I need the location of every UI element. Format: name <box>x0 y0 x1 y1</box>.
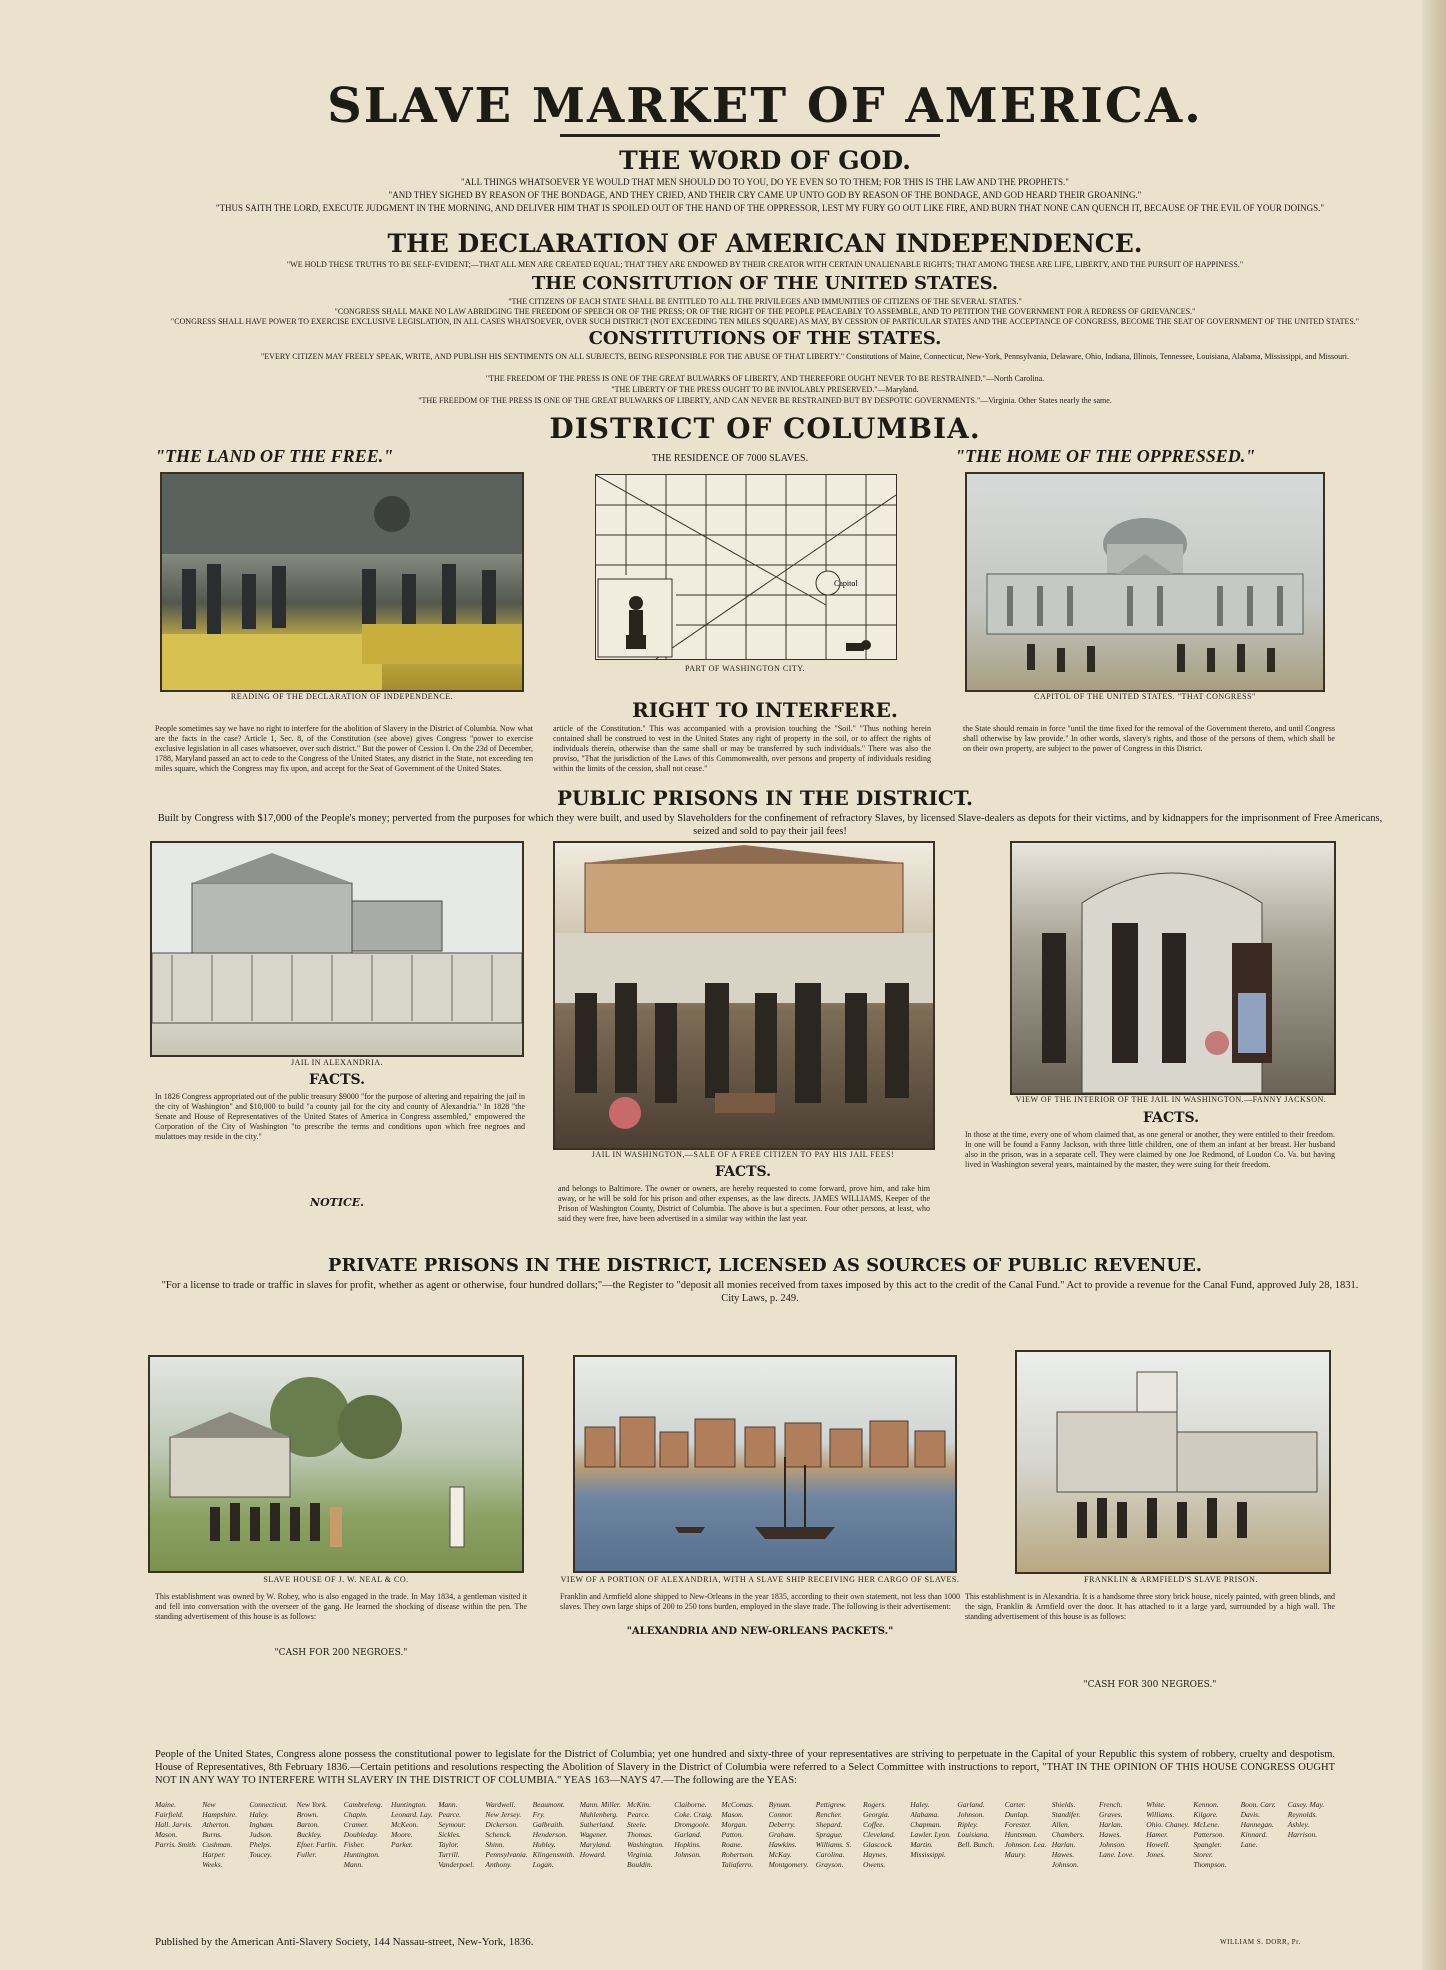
private-prisons-heading: PRIVATE PRISONS IN THE DISTRICT, LICENSED AS SOURCES OF PUBLIC REVENUE. <box>327 1255 1203 1276</box>
yeas-column: Mann. Miller. Muhlenberg. Sutherland. Wagener. Maryland. Howard. <box>579 1800 621 1859</box>
caption-alexandria-jail: JAIL IN ALEXANDRIA. <box>290 1058 384 1067</box>
home-of-the-oppressed: "THE HOME OF THE OPPRESSED." <box>955 446 1256 466</box>
footer-paragraph: People of the United States, Congress alone possess the constitutional power to legislate for the District of Columbia; yet one hundred and sixty-three of your representatives are striving to perpetuate in the Capital of your Republic this system of robbery, cruelty and despotism. House of Representatives, 8th February 1836.—Certain petitions and resolutions respecting the Abolition of Slavery in the District of Columbia were referred to a Select Committee with instructions to report, "THAT IN THE OPINION OF THIS HOUSE CONGRESS OUGHT NOT IN ANY WAY TO INTERFERE WITH SLAVERY IN THE DISTRICT OF COLUMBIA." YEAS 163—NAYS 47.—The following are the YEAS: <box>155 1749 1335 1786</box>
yeas-column: Mann. Pearce. Seymour. Sickles. Taylor. Turrill. Vanderpoel. <box>438 1800 475 1869</box>
public-prisons-col-3: In those at the time, every one of whom claimed that, as one general or another, they were entitled to their freedom. In one will be found a Fanny Jackson, with three little children, one of them an infant at her breast. Her husband also in the prison, was in a separate cell. They were claimed by one Joe Redmond, of Loudon Co. Va. but having lived in Washington several years, maintained by the master, they were suing for their freedom. <box>965 1130 1335 1169</box>
declaration-scene-svg <box>162 474 522 690</box>
facts-heading-left: FACTS. <box>308 1072 366 1088</box>
cash-for-300-negroes: "CASH FOR 300 NEGROES." <box>1083 1680 1217 1690</box>
caption-washington-city: PART OF WASHINGTON CITY. <box>685 664 805 673</box>
yeas-column: Pettigrew. Rencher. Shepard. Sprague. Williams. S. Carolina. Grayson. <box>815 1800 852 1869</box>
yeas-column: Haley. Alabama. Chapman. Lawler. Lyon. Martin. Mississippi. <box>910 1800 952 1859</box>
public-prisons-col-1: In 1826 Congress appropriated out of the public treasury $9000 "for the purpose of altering and repairing the jail in the city of Washington" and $10,000 to build "a county jail for the city and county of Alexandria." In 1828 "the Senate and House of Representatives of the United States of America in Congress assembled," empowered the Corporation of the City of Washington "to prescribe the terms and conditions upon which free negroes and mulattoes may reside in the city." <box>155 1092 525 1141</box>
private-prisons-subline: "For a license to trade or traffic in slaves for profit, whether as agent or otherwise, four hundred dollars;"—the Register to "deposit all monies received from taxes imposed by this act to the credit of the Canal Fund." Act to provide a revenue for the Canal Fund, approved July 28, 1831. City Laws, p. 249. <box>161 1280 1359 1304</box>
jail-interior-engraving <box>1010 841 1336 1095</box>
yeas-column: Carter. Dunlap. Forester. Huntsman. Johnson. Lea. Maury. <box>1004 1800 1047 1859</box>
caption-franklin-armfield: FRANKLIN & ARMFIELD'S SLAVE PRISON. <box>1084 1575 1258 1584</box>
caption-neal-slave-house: SLAVE HOUSE OF J. W. NEAL & CO. <box>263 1575 409 1584</box>
caption-capitol: CAPITOL OF THE UNITED STATES. "THAT CONGRESS" <box>1034 692 1256 701</box>
capitol-engraving <box>965 472 1325 692</box>
caption-jail-interior: VIEW OF THE INTERIOR OF THE JAIL IN WASHINGTON.—FANNY JACKSON. <box>1015 1095 1327 1104</box>
declaration-heading: THE DECLARATION OF AMERICAN INDEPENDENCE. <box>387 229 1143 258</box>
jail-interior-svg <box>1012 843 1334 1093</box>
yeas-column: New York. Brown. Barton. Buckley. Efner. Farlin. Fuller. <box>296 1800 338 1859</box>
yeas-column: French. Graves. Harlan. Hawes. Johnson. Lane. Love. <box>1099 1800 1135 1859</box>
caption-declaration: READING OF THE DECLARATION OF INDEPENDENCE. <box>230 692 454 701</box>
residence-label: THE RESIDENCE OF 7000 SLAVES. <box>651 453 809 464</box>
printer-line: WILLIAM S. DORR, Pr. <box>1220 1938 1301 1946</box>
states-line-3: "THE LIBERTY OF THE PRESS OUGHT TO BE INVIOLABLY PRESERVED."—Maryland. <box>611 385 919 394</box>
private-prisons-col-1: This establishment was owned by W. Robey, who is also engaged in the trade. In May 1834, a gentleman visited it and fell into conversation with the overseer of the gang. He learned the shocking of disease within the pen. The standing advertisement of this house is as follows: <box>155 1592 527 1621</box>
franklin-armfield-svg <box>1017 1352 1329 1572</box>
word-of-god-heading: THE WORD OF GOD. <box>619 146 911 175</box>
public-prisons-col-2: and belongs to Baltimore. The owner or owners, are hereby requested to come forward, prove him, and take him away, or he will be sold for his prison and other expenses, as the law directs. JAMES WILLIAMS, Keeper of the Prison of Washington County, District of Columbia. The above is but a specimen. Four other persons, at least, who said they were free, have been advertised in a similar way within the last year. <box>558 1184 930 1223</box>
capitol-svg <box>967 474 1323 690</box>
yeas-column: Bynum. Connor. Deberry. Graham. Hawkins. McKay. Montgomery. <box>768 1800 809 1869</box>
cash-for-200-negroes: "CASH FOR 200 NEGROES." <box>274 1648 408 1658</box>
washington-map <box>595 474 897 660</box>
neal-slave-house-svg <box>150 1357 522 1571</box>
title-rule <box>560 134 940 137</box>
main-title: SLAVE MARKET OF AMERICA. <box>327 78 1203 134</box>
word-of-god-line-2: "AND THEY SIGHED BY REASON OF THE BONDAGE, AND THEY CRIED, AND THEIR CRY CAME UP UNTO GOD BY REASON OF THE BONDAGE, AND GOD HEARD THEIR GROANING." <box>388 190 1142 200</box>
states-line-2: "THE FREEDOM OF THE PRESS IS ONE OF THE GREAT BULWARKS OF LIBERTY, AND THEREFORE OUGHT NEVER TO BE RESTRAINED."—North Carolina. <box>485 374 1045 383</box>
alexandria-jail-svg <box>152 843 522 1055</box>
right-to-interfere-heading: RIGHT TO INTERFERE. <box>632 698 898 722</box>
states-line-1: "EVERY CITIZEN MAY FREELY SPEAK, WRITE, AND PUBLISH HIS SENTIMENTS ON ALL SUBJECTS, BEING RESPONSIBLE FOR THE ABUSE OF THAT LIBERTY." Constitutions of Maine, Connecticut, New-York, Pennsylvania, Delaware, Ohio, Indiana, Illinois, Tennessee, Louisiana, Alabama, Mississippi, and Missouri. <box>261 352 1349 361</box>
public-prisons-heading: PUBLIC PRISONS IN THE DISTRICT. <box>556 786 974 810</box>
declaration-reading-engraving <box>160 472 524 692</box>
yeas-column: McComas. Mason. Morgan. Patton. Roane. Robertson. Taliaferro. <box>721 1800 755 1869</box>
yeas-column: McKim. Pearce. Steele. Thomas. Washington. Virginia. Bouldin. <box>627 1800 665 1869</box>
yeas-column: Rogers. Georgia. Coffee. Cleveland. Glascock. Haynes. Owens. <box>863 1800 896 1869</box>
washington-jail-engraving <box>553 841 935 1150</box>
yeas-column: Claiborne. Coke. Craig. Dromgoole. Garland. Hopkins. Johnson. <box>674 1800 713 1859</box>
right-to-interfere-col-2: article of the Constitution." This was accompanied with a provision touching the "Soil." "Thus nothing herein contained shall be construed to vest in the United States any right of property in the soil, or to affect the rights of individuals therein, otherwise than the same shall or may be transferred by such individuals." There was also the proviso, "That the jurisdiction of the Laws of this Commonwealth, over persons and property of individuals residing within the limits of the cession, shall not cease." <box>553 724 931 773</box>
land-of-the-free: "THE LAND OF THE FREE." <box>155 446 394 466</box>
map-capitol-label: Capitol <box>834 579 858 588</box>
right-to-interfere-col-3: the State should remain in force "until the time fixed for the removal of the Government thereto, and until Congress shall otherwise by law provide." In other words, slavery's rights, and those of the persons of them, which shall be on their own property, are subject to the power of Congress in this District. <box>963 724 1335 753</box>
private-prisons-col-3: This establishment is in Alexandria. It is a handsome three story brick house, nicely painted, with green blinds, and the sign, Franklin & Armfield over the door. It has attached to it a large yard, surrounded by a high wall. The standing advertisement of this house is as follows: <box>965 1592 1335 1621</box>
constitution-line-3: "CONGRESS SHALL HAVE POWER TO EXERCISE EXCLUSIVE LEGISLATION, IN ALL CASES WHATSOEVER, OVER SUCH DISTRICT (NOT EXCEEDING TEN MILES SQUARE) AS MAY, BY CESSION OF PARTICULAR STATES AND THE ACCEPTANCE OF CONGRESS, BECOME THE SEAT OF GOVERNMENT OF THE UNITED STATES." <box>170 317 1360 326</box>
constitution-heading: THE CONSITUTION OF THE UNITED STATES. <box>531 273 999 294</box>
yeas-column: New Hampshire. Atherton. Burns. Cushman. Harper. Weeks. <box>202 1800 238 1869</box>
notice-heading: NOTICE. <box>310 1196 364 1209</box>
alexandria-packets: "ALEXANDRIA AND NEW-ORLEANS PACKETS." <box>626 1626 894 1637</box>
yeas-column: Beaumont. Fry. Galbraith. Henderson. Hubley. Klingensmith. Logan. <box>532 1800 575 1869</box>
yeas-column: Cambreleng. Chapin. Cramer. Doubleday. Fisher. Huntington. Mann. <box>343 1800 383 1869</box>
district-heading: DISTRICT OF COLUMBIA. <box>549 412 981 445</box>
yeas-column: Kennon. Kilgore. McLene. Patterson. Spangler. Storer. Thompson. <box>1193 1800 1227 1869</box>
private-prisons-col-2: Franklin and Armfield alone shipped to New-Orleans in the year 1835, according to their own statement, not less than 1000 slaves. They own large ships of 200 to 250 tons burden, employed in the slave trade. The following is their advertisement: <box>560 1592 960 1611</box>
caption-alexandria-view: VIEW OF A PORTION OF ALEXANDRIA, WITH A SLAVE SHIP RECEIVING HER CARGO OF SLAVES. <box>560 1575 960 1584</box>
facts-heading-middle: FACTS. <box>714 1164 772 1180</box>
public-prisons-subline: Built by Congress with $17,000 of the People's money; perverted from the purposes for which they were built, and used by Slaveholders for the confinement of refractory Slaves, by licensed Slave-dealers as depots for their victims, and by kidnappers for the imprisonment of Free Americans, seized and sold to pay their jail fees! <box>157 813 1383 837</box>
franklin-armfield-engraving <box>1015 1350 1331 1574</box>
constitution-line-2: "CONGRESS SHALL MAKE NO LAW ABRIDGING THE FREEDOM OF SPEECH OR OF THE PRESS; OR OF THE RIGHT OF THE PEOPLE PEACEABLY TO ASSEMBLE, AND TO PETITION THE GOVERNMENT FOR A REDRESS OF GRIEVANCES." <box>334 307 1196 316</box>
map-svg <box>596 475 896 659</box>
caption-washington-jail: JAIL IN WASHINGTON,—SALE OF A FREE CITIZEN TO PAY HIS JAIL FEES! <box>591 1150 895 1159</box>
states-heading: CONSTITUTIONS OF THE STATES. <box>588 328 942 349</box>
yeas-column: Maine. Fairfield. Hall. Jarvis. Mason. Parris. Smith. <box>155 1800 197 1849</box>
constitution-line-1: "THE CITIZENS OF EACH STATE SHALL BE ENTITLED TO ALL THE PRIVILEGES AND IMMUNITIES OF CITIZENS OF THE SEVERAL STATES." <box>508 297 1022 306</box>
yeas-column: Wardwell. New Jersey. Dickerson. Schenck. Shinn. Pennsylvania. Anthony. <box>485 1800 528 1869</box>
states-line-4: "THE FREEDOM OF THE PRESS IS ONE OF THE GREAT BULWARKS OF LIBERTY, AND CAN NEVER BE RESTRAINED BUT BY DESPOTIC GOVERNMENTS."—Virginia. Other States nearly the same. <box>418 396 1112 405</box>
neal-slave-house-engraving <box>148 1355 524 1573</box>
right-to-interfere-col-1: People sometimes say we have no right to interfere for the abolition of Slavery in the District of Columbia. Now what are the facts in the case? Article 1, Sec. 8, of the Constitution (see above) gives Congress "power to exercise exclusive legislation in all cases whatsoever, over such district." But the power of Cession I. On the 23d of December, 1788, Maryland passed an act to cede to the Congress of the United States, any district in the State, not exceeding ten miles square, which the Congress may fix upon, and accept for the Seat of Government of the United States. <box>155 724 533 773</box>
alexandria-jail-engraving <box>150 841 524 1057</box>
facts-heading-right: FACTS. <box>1142 1110 1200 1126</box>
alexandria-view-engraving <box>573 1355 957 1573</box>
washington-jail-svg <box>555 843 933 1148</box>
yeas-column: Garland. Johnson. Ripley. Louisiana. Bell. Bunch. <box>957 1800 995 1849</box>
declaration-line: "WE HOLD THESE TRUTHS TO BE SELF-EVIDENT;—THAT ALL MEN ARE CREATED EQUAL; THAT THEY ARE ENDOWED BY THEIR CREATOR WITH CERTAIN UNALIENABLE RIGHTS; THAT AMONG THESE ARE LIFE, LIBERTY, AND THE PURSUIT OF HAPPINESS." <box>286 260 1244 269</box>
word-of-god-line-1: "ALL THINGS WHATSOEVER YE WOULD THAT MEN SHOULD DO TO YOU, DO YE EVEN SO TO THEM; FOR THIS IS THE LAW AND THE PROPHETS." <box>461 177 1069 187</box>
yeas-column: Boon. Carr. Davis. Hannegan. Kinnard. Lane. <box>1240 1800 1276 1849</box>
yeas-column: Shields. Standifer. Allen. Chambers. Harlan. Hawes. Johnson. <box>1051 1800 1085 1869</box>
yeas-column: Huntington. Leonard. Lay. McKeon. Moore. Parker. <box>391 1800 433 1849</box>
word-of-god-line-3: "THUS SAITH THE LORD, EXECUTE JUDGMENT IN THE MORNING, AND DELIVER HIM THAT IS SPOILED OUT OF THE HAND OF THE OPPRESSOR, LEST MY FURY GO OUT LIKE FIRE, AND BURN THAT NONE CAN QUENCH IT, BECAUSE OF THE EVIL OF YOUR DOINGS." <box>215 203 1325 213</box>
alexandria-view-svg <box>575 1357 955 1571</box>
yeas-column: Connecticut. Haley. Ingham. Judson. Phelps. Toucey. <box>249 1800 288 1859</box>
yeas-column: Casey. May. Reynolds. Ashley. Harrison. <box>1287 1800 1325 1839</box>
publisher-line: Published by the American Anti-Slavery Society, 144 Nassau-street, New-York, 1836. <box>155 1936 534 1948</box>
yeas-name-columns <box>155 1800 1335 1930</box>
yeas-column: White. Williams. Ohio. Chaney. Hamer. Howell. Jones. <box>1146 1800 1190 1859</box>
